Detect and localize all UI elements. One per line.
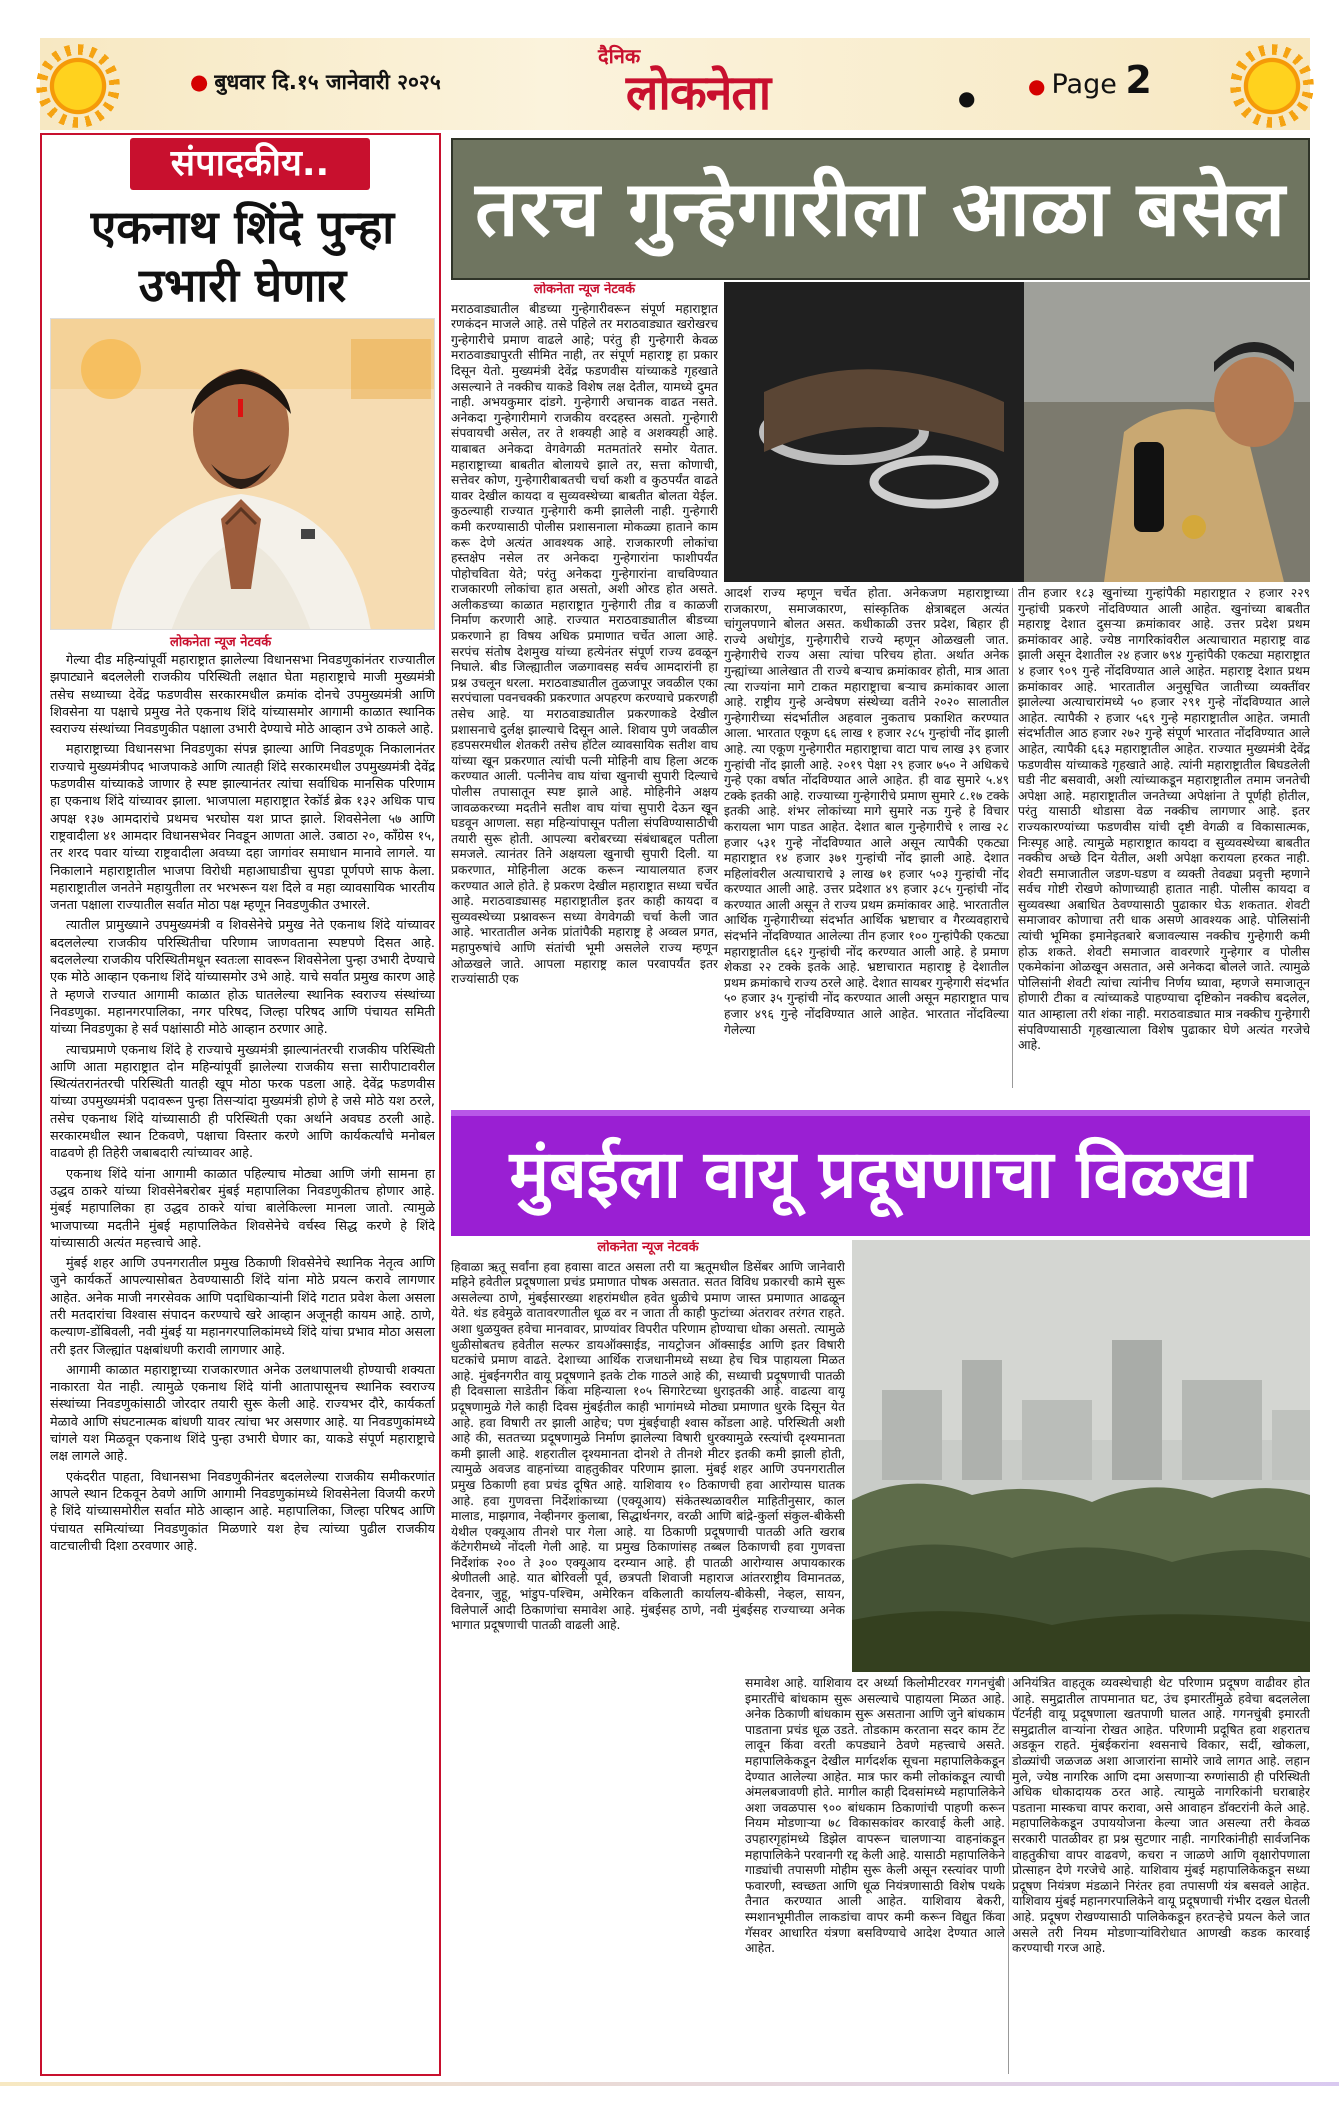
- crime-article-column-1: लोकनेता न्यूज नेटवर्क मराठवाड्यातील बीडच्या गुन्हेगारीवरून संपूर्ण महाराष्ट्रात रणकंदन माजले आहे. तसे पहिले तर मराठवाड्यात खरोखरच गुन्हेगारीचे प्रमाण वाढले आहे; परंतु ही गुन्हेगारी केवळ मराठवाड्यापुरती सीमित नाही, तर संपूर्ण महाराष्ट्र हा प्रकार दिसून येतो. मुख्यमंत्री देवेंद्र फडणवीस यांच्याकडे गृहखाते असल्याने ते नक्कीच याकडे विशेष लक्ष देतील, यामध्ये दुमत नाही. अभयकुमार दांडगे. गुन्हेगारी अचानक वाढत नसते. अनेकदा गुन्हेगारीमागे राजकीय वरदहस्त असतो. गुन्हेगारी संपवायची असेल, तर ते शक्यही आहे व अशक्यही आहे. याबाबत अनेकदा वेगवेगळी मतमतांतरे समोर येतात. महाराष्ट्राच्या बाबतीत बोलायचे झाले तर, सत्ता कोणाची, सत्तेवर कोण, गुन्हेगारीबाबतची चर्चा कशी व कुठपर्यंत वाढते यावर देखील कायदा व सुव्यवस्थेच्या बाबतीत बोलता येईल. कुठल्याही राज्यात गुन्हेगारी कमी झालेली नाही. गुन्हेगारी कमी करण्यासाठी पोलीस प्रशासनाला मोकळ्या हाताने काम करू देणे अत्यंत आवश्यक आहे. राजकारणी लोकांचा हस्तक्षेप नसेल तर अनेकदा गुन्हेगारांना फाशीपर्यंत पोहोचविता येते; परंतु अनेकदा गुन्हेगारांना वाचविण्यात राजकारणी लोकांचा हात असतो, अशी ओरड होत असते. अलीकडच्या काळात महाराष्ट्रात गुन्हेगारी तीव्र व काळजी निर्माण करणारी आहे. राज्यात मराठवाड्यातील बीडच्या प्रकरणाने हा विषय अधिक प्रमाणात चर्चेत आला आहे. सरपंच संतोष देशमुख यांच्या हत्येनंतर संपूर्ण राज्य ढवळून निघाले. बीड जिल्ह्यातील जळगावसह सर्वच आमदारांनी हा प्रश्न उचलून धरला. मराठवाड्यातील तुळजापूर जवळील एका सरपंचाला पवनचक्की प्रकरणात अपहरण करण्याचे प्रकरणही तसेच आहे. या मराठवाड्यातील प्रकरणाकडे देखील प्रशासनाचे दुर्लक्ष झाल्याचे दिसून आले. शिवाय पुणे जवळील हडपसरमधील शेतकरी तसेच हॉटेल व्यावसायिक सतीश वाघ यांच्या खून प्रकरणात त्यांची पत्नी मोहिनी वाघ हिला अटक करण्यात आली. पत्नीनेच वाघ यांचा खुनाची सुपारी दिल्याचे पोलीस तपासातून स्पष्ट झाले आहे. मोहिनीने अक्षय जावळकरच्या मदतीने सतीश वाघ यांचा सुपारी देऊन खून घडवून आणला. सहा महिन्यांपासून पतीला संपविण्यासाठीची तयारी सुरू होती. आपल्या बरोबरच्या संबंधाबद्दल पतीला समजले. त्यानंतर तिने अक्षयला खुनाची सुपारी दिली. या प्रकरणात, मोहिनीला अटक करून न्यायालयात हजर करण्यात आले होते. हे प्रकरण देखील महाराष्ट्रात सध्या चर्चेत आहे. मराठवाड्यासह महाराष्ट्रातील इतर काही कायदा व सुव्यवस्थेच्या प्रश्नावरून सध्या वेगवेगळी चर्चा केली जात आहे. भारतातील अनेक प्रांतांपैकी महाराष्ट्र हे अव्वल प्रगत, महापुरुषांचे आणि संतांची भूमी असलेले राज्य म्हणून ओळखले जाते. आपला महाराष्ट्र काल परवापर्यंत इतर राज्यांसाठी एक: [451, 282, 718, 987]
- handcuffs-police-photo: [724, 282, 1310, 582]
- crime-article-column-2: आदर्श राज्य म्हणून चर्चेत होता. अनेकजण महाराष्ट्राच्या राजकारण, समाजकारण, सांस्कृतिक क्षेत्राबद्दल अत्यंत चांगुलपणाने बोलत असत. कधीकाळी उत्तर प्रदेश, बिहार ही राज्ये अधोगुंड, गुन्हेगारीचे राज्ये म्हणून ओळखली जात. गुन्हेगारीचे राज्य असा त्यांचा परिचय होता. अर्थात अनेक गुन्ह्यांच्या आलेखात ती राज्ये बऱ्याच क्रमांकावर होती, मात्र आता त्या राज्यांना मागे टाकत महाराष्ट्राचा बऱ्याच क्रमांकावर आला आहे. राष्ट्रीय गुन्हे अन्वेषण संस्थेच्या वतीने २०२० सालातील गुन्हेगारीच्या संदर्भातील अहवाल नुकताच प्रकाशित करण्यात आला. भारतात एकूण ६६ लाख १ हजार २८५ गुन्हांची नोंद झाली आहे. त्या एकूण गुन्हेगारीत महाराष्ट्राचा वाटा पाच लाख ३९ हजार गुन्हांची नोंद झाली आहे. २०१९ पेक्षा २९ हजार ७५० ने अधिकचे गुन्हे एका वर्षात नोंदविण्यात आले आहेत. ही वाढ सुमारे ५.४९ टक्के इतकी आहे. राज्याच्या गुन्हेगारीचे प्रमाण सुमारे ८.१७ टक्के इतकी आहे. शंभर लोकांच्या मागे सुमारे नऊ गुन्हे हे विचार करायला भाग पाडत आहेत. देशात बाल गुन्हेगारीचे १ लाख २८ हजार ५३१ गुन्हे नोंदविण्यात आले असून त्यापैकी एकट्या महाराष्ट्रात १४ हजार ३७१ गुन्हांची नोंद झाली आहे. देशात महिलांवरील अत्याचाराचे ३ लाख ७१ हजार ५०३ गुन्हांची नोंद करण्यात आली आहे. उत्तर प्रदेशात ४९ हजार ३८५ गुन्हांची नोंद करण्यात आली असून ते राज्य प्रथम क्रमांकावर आहे. भारतातील आर्थिक गुन्हेगारीच्या संदर्भात आर्थिक भ्रष्टाचार व गैरव्यवहाराचे संदर्भाने नोंदविण्यात आलेल्या तीन हजार १०० गुन्हांपैकी एकट्या महाराष्ट्रातील ६६२ गुन्हांची नोंद करण्यात आली आहे. हे प्रमाण शेकडा २२ टक्के इतके आहे. भ्रष्टाचारात महाराष्ट्र हे देशातील प्रथम क्रमांकाचे राज्य ठरले आहे. देशात सायबर गुन्हेगारी संदर्भात ५० हजार ३५ गुन्हांची नोंद करण्यात आली असून महाराष्ट्रात पाच हजार ४९६ गुन्हे नोंदविण्यात आले आहेत. भारतात नोंदविल्या गेलेल्या: [724, 586, 1009, 1037]
- masthead-bar: [40, 38, 1310, 130]
- politician-photo: [50, 318, 435, 630]
- pollution-article-headline-banner: मुंबईला वायू प्रदूषणाचा विळखा: [451, 1110, 1310, 1236]
- separator-dot: ●: [958, 86, 976, 110]
- smog-city-photo: [852, 1240, 1310, 1672]
- crime-article-column-3: तीन हजार १८३ खुनांच्या गुन्हांपैकी महाराष्ट्रात २ हजार २२९ गुन्हांची प्रकरणे नोंदविण्यात आली आहेत. खुनांच्या बाबतीत महाराष्ट्र देशात दुसऱ्या क्रमांकावर आहे. उत्तर प्रदेश प्रथम क्रमांकावर आहे. ज्येष्ठ नागरिकांवरील अत्याचारात महाराष्ट्र वाढ झाली असून देशातील २४ हजार ७९४ गुन्हांपैकी एकट्या महाराष्ट्रात ४ हजार ९०९ गुन्हे नोंदविण्यात आले आहेत. महाराष्ट्र देशात प्रथम क्रमांकावर आहे. भारतातील अनुसूचित जातीच्या व्यक्तींवर झालेल्या अत्याचारांमध्ये ५० हजार २९१ गुन्हे नोंदविण्यात आले आहेत. त्यापैकी २ हजार ५६९ गुन्हे महाराष्ट्रातील आहेत. जमाती संदर्भातील आठ हजार २७२ गुन्हे संपूर्ण भारतात नोंदविण्यात आले आहेत, त्यापैकी ६६३ महाराष्ट्रातील आहेत. राज्यात मुख्यमंत्री देवेंद्र फडणवीस यांच्याकडे गृहखाते आहे. त्यांनी महाराष्ट्रातील बिघडलेली घडी नीट बसवावी, अशी त्यांच्याकडून महाराष्ट्रातील तमाम जनतेची अपेक्षा आहे. महाराष्ट्रातील जनतेच्या अपेक्षांना ते पूर्णही होतील, परंतु यासाठी थोडासा वेळ नक्कीच लागणार आहे. इतर राज्यकारण्यांच्या फडणवीस यांची दृष्टी वेगळी व विकासात्मक, निःस्पृह आहे. त्यामुळे महाराष्ट्रात कायदा व सुव्यवस्थेच्या बाबतीत नक्कीच अच्छे दिन येतील, अशी अपेक्षा करायला हरकत नाही. शेवटी समाजातील जडण-घडण व व्यक्ती तेवढ्या प्रवृत्ती म्हणाने सर्वच गोष्टी रोखणे कोणाच्याही हातात नाही. पोलीस कायदा व सुव्यवस्था अबाधित ठेवण्यासाठी पुढाकार घेऊ शकतात. शेवटी समाजावर कोणाचा तरी धाक असणे आवश्यक आहे. पोलिसांनी त्यांची भूमिका इमानेइतबारे बजावल्यास नक्कीच गुन्हेगारी कमी होऊ शकते. शेवटी समाजात वावरणारे गुन्हेगार व पोलीस एकमेकांना ओळखून असतात, असे अनेकदा बोलले जाते. त्यामुळे पोलिसांनी शेवटी त्यांचा त्यांनीच निर्णय घ्यावा, म्हणजे समाजातून होणारी टीका व त्यांच्याकडे पाहण्याचा दृष्टिकोन नक्कीच बदलेल, यात आम्हाला तरी शंका नाही. मराठवाड्यात मात्र नक्कीच गुन्हेगारी संपविण्यासाठी गृहखात्याला विशेष पुढाकार घेणे अत्यंत गरजेचे आहे.: [1018, 586, 1310, 1053]
- page-number: ● Page 2: [1028, 58, 1152, 102]
- pollution-article-column-1: लोकनेता न्यूज नेटवर्क हिवाळा ऋतू सर्वांना हवा हवासा वाटत असला तरी या ऋतूमधील डिसेंबर आणि जानेवारी महिने हवेतील प्रदूषणाला प्रचंड प्रमाणात पोषक असतात. सतत विविध प्रकारची कामे सुरू असलेल्या ठाणे, मुंबईसारख्या शहरांमधील हवेत धुळीचे प्रमाण जास्त प्रमाणात आढळून येते. थंड हवेमुळे वातावरणातील धूळ वर न जाता ती काही फुटांच्या अंतरावर तरंगत राहते. अशा धुळयुक्त हवेचा मानवावर, प्राण्यांवर विपरीत परिणाम होण्याचा धोका असतो. त्यामुळे धुळीसोबतच हवेतील सल्फर डायऑक्साईड, नायट्रोजन ऑक्साईड आणि इतर विषारी घटकांचे प्रमाण वाढते. देशाच्या आर्थिक राजधानीमध्ये सध्या हेच चित्र पाहायला मिळत आहे. मुंबईनगरीत वायू प्रदूषणाने इतके टोक गाठले आहे की, सध्याची प्रदूषणाची पातळी ही दिवसाला साडेतीन किंवा महिन्याला १०५ सिगारेटच्या धुराइतकी आहे. वाढत्या वायू प्रदूषणामुळे गेले काही दिवस मुंबईतील काही भागांमध्ये मोठ्या प्रमाणात धुरके दिसून येत आहे. हवा विषारी तर झाली आहेच; पण मुंबईचाही श्वास कोंडला आहे. परिस्थिती अशी आहे की, सततच्या प्रदूषणामुळे निर्माण झालेल्या विषारी धुरक्यामुळे रस्त्यांची दृश्यमानता कमी झाली आहे. शहरातील दृश्यमानता दोनशे ते तीनशे मीटर इतकी कमी झाली होती, त्यामुळे अवजड वाहनांच्या वाहतुकीवर परिणाम झाला. मुंबई शहर आणि उपनगरातील प्रमुख ठिकाणी हवा प्रचंड दूषित आहे. याशिवाय १० ठिकाणची हवा आरोग्यास घातक आहे. हवा गुणवत्ता निर्देशांकाच्या (एक्यूआय) संकेतस्थळावरील माहितीनुसार, काल मालाड, माझगाव, नेव्हीनगर कुलाबा, सिद्धार्थनगर, वरळी आणि बांद्रे-कुर्ला संकुल-बीकेसी येथील एक्यूआय तीनशे पार गेला आहे. या ठिकाणी प्रदूषणाची पातळी अति खराब कॅटेगरीमध्ये नोंदली गेली आहे. या प्रमुख ठिकाणांसह तब्बल ठिकाणची हवा गुणवत्ता निर्देशांक २०० ते ३०० एक्यूआय दरम्यान आहे. ही पातळी आरोग्यास अपायकारक श्रेणीतली आहे. यात बोरिवली पूर्व, छत्रपती शिवाजी महाराज आंतरराष्ट्रीय विमानतळ, देवनार, जुहू, भांडुप-पश्चिम, अमेरिकन वकिलाती कार्यालय-बीकेसी, नेव्हल, सायन, विलेपार्ले आदी ठिकाणांचा समावेश आहे. मुंबईसह ठाणे, नवी मुंबईसह राज्याच्या अनेक भागात प्रदूषणाची पातळी वाढली आहे.: [451, 1240, 845, 1633]
- section-banner: संपादकीय..: [130, 138, 370, 190]
- sun-icon: [1234, 48, 1310, 124]
- newspaper-logo: दैनिक लोकनेता: [598, 44, 771, 121]
- editorial-headline: एकनाथ शिंदे पुन्हा उभारी घेणार: [90, 200, 395, 312]
- pollution-article-column-3: अनियंत्रित वाहतूक व्यवस्थेचाही थेट परिणाम प्रदूषण वाढीवर होत आहे. समुद्रातील तापमानात घट, उंच इमारतींमुळे हवेचा बदललेला पॅटर्नही वायू प्रदूषणाला खतपाणी घालत आहे. गगनचुंबी इमारती समुद्रातील वाऱ्यांना रोखत आहेत. परिणामी प्रदूषित हवा शहरातच अडकून राहते. मुंबईकरांना श्वसनाचे विकार, सर्दी, खोकला, डोळ्यांची जळजळ अशा आजारांना सामोरे जावे लागत आहे. लहान मुले, ज्येष्ठ नागरिक आणि दमा असणाऱ्या रुग्णांसाठी ही परिस्थिती अधिक धोकादायक ठरत आहे. त्यामुळे नागरिकांनी घराबाहेर पडताना मास्कचा वापर करावा, असे आवाहन डॉक्टरांनी केले आहे. महापालिकेकडून उपाययोजना केल्या जात असल्या तरी केवळ सरकारी पातळीवर हा प्रश्न सुटणार नाही. नागरिकांनीही सार्वजनिक वाहतुकीचा वापर वाढवणे, कचरा न जाळणे आणि वृक्षारोपणाला प्रोत्साहन देणे गरजेचे आहे. याशिवाय मुंबई महापालिकेकडून सध्या प्रदूषण नियंत्रण मंडळाने निरंतर हवा तपासणी यंत्र बसवले आहेत. याशिवाय मुंबई महानगरपालिकेने वायू प्रदूषणाची गंभीर दखल घेतली आहे. प्रदूषण रोखण्यासाठी पालिकेकडून हरतऱ्हेचे प्रयत्न केले जात असले तरी नियम मोडणाऱ्यांविरोधात आणखी कडक कारवाई करण्याची गरज आहे.: [1012, 1676, 1310, 1956]
- sun-icon: [40, 48, 116, 124]
- crime-article-headline-banner: तरच गुन्हेगारीला आळा बसेल: [451, 138, 1310, 280]
- column-rule: [1008, 1678, 1009, 2074]
- editorial-body: गेल्या दीड महिन्यांपूर्वी महाराष्ट्रात झालेल्या विधानसभा निवडणुकांनंतर राज्यातील झपाट्याने बदललेली राजकीय परिस्थिती लक्षात घेता महाराष्ट्राचे माजी मुख्यमंत्री तसेच सध्याच्या देवेंद्र फडणवीस सरकारमधील क्रमांक दोनचे उपमुख्यमंत्री आणि शिवसेना या पक्षाचे प्रमुख नेते एकनाथ शिंदे यांच्यासमोर आगामी काळात स्थानिक स्वराज्य संस्थांच्या निवडणुकीत पक्षाला उभारी देण्याचे मोठे आव्हान उभे ठाकले आहे. महाराष्ट्राच्या विधानसभा निवडणुका संपन्न झाल्या आणि निवडणूक निकालानंतर राज्याचे मुख्यमंत्रीपद भाजपाकडे आणि त्यातही शिंदे सरकारमधील उपमुख्यमंत्री देवेंद्र फडणवीस यांच्याकडे जाणार हे स्पष्ट झाल्यानंतर त्यांचा सर्वाधिक मानसिक परिणाम हा एकनाथ शिंदे यांच्यावर झाला. भाजपाला महाराष्ट्रात रेकॉर्ड ब्रेक १३२ अधिक पाच अपक्ष १३७ आमदारांचे प्रथमच भरघोस यश प्राप्त झाले. शिवसेनेला ५७ आणि राष्ट्रवादीला ४१ आमदार विधानसभेवर निवडून आणता आले. उबाठा २०, काँग्रेस १५, तर शरद पवार यांच्या राष्ट्रवादीला अवघ्या दहा जागांवर समाधान मानावे लागले. या निकालाने महाराष्ट्रातील भाजपा विरोधी महाआघाडीचा सुपडा पूर्णपणे साफ केला. महाराष्ट्रातील जनतेने महायुतीला तर भरभरून यश दिले व महा व्यावसायिक भारतीय जनता पक्षाला राज्यातील सर्वात मोठा पक्ष म्हणून निवडणुकीत उभारले. त्यातील प्रामुख्याने उपमुख्यमंत्री व शिवसेनेचे प्रमुख नेते एकनाथ शिंदे यांच्यावर बदललेल्या राजकीय परिस्थितीचा परिणाम जाणवताना स्पष्टपणे दिसत आहे. बदललेल्या राजकीय परिस्थितीमधून स्वतःला सावरून शिवसेनेला पुन्हा उभारी देण्याचे एक मोठे आव्हान एकनाथ शिंदे यांच्यासमोर उभे आहे. याचे सर्वात प्रमुख कारण आहे ते म्हणजे राज्यात आगामी काळात होऊ घातलेल्या स्थानिक स्वराज्य संस्थांच्या निवडणुका. महानगरपालिका, नगर परिषद, जिल्हा परिषद आणि पंचायत समिती यांच्या निवडणुका हे सर्व पक्षांसाठी मोठे आव्हान ठरणार आहे. त्याचप्रमाणे एकनाथ शिंदे हे राज्याचे मुख्यमंत्री झाल्यानंतरची राजकीय परिस्थिती आणि आता महाराष्ट्रात दोन महिन्यांपूर्वी झालेल्या राजकीय सत्ता सारीपाटावरील स्थित्यंतरानंतरची परिस्थिती यातही खूप मोठा फरक पडला आहे. देवेंद्र फडणवीस यांच्या उपमुख्यमंत्री पदावरून पुन्हा तिसऱ्यांदा मुख्यमंत्री होणे हे जसे मोठे यश ठरले, तसेच एकनाथ शिंदे यांच्यासाठी ही परिस्थिती एका अर्थाने अवघड ठरली आहे. सरकारमधील स्थान टिकवणे, पक्षाचा विस्तार करणे आणि कार्यकर्त्यांचे मनोबल वाढवणे ही तिहेरी जबाबदारी त्यांच्यावर आहे. एकनाथ शिंदे यांना आगामी काळात पहिल्याच मोठ्या आणि जंगी सामना हा उद्धव ठाकरे यांच्या शिवसेनेबरोबर मुंबई महापालिका निवडणुकीतच होणार आहे. मुंबई महापालिका हा उद्धव ठाकरे यांचा बालेकिल्ला मानला जातो. त्यामुळे भाजपाच्या मदतीने मुंबई महापालिकेत शिवसेनेचे वर्चस्व सिद्ध करणे हे शिंदे यांच्यासाठी अत्यंत महत्त्वाचे आहे. मुंबई शहर आणि उपनगरातील प्रमुख ठिकाणी शिवसेनेचे स्थानिक नेतृत्व आणि जुने कार्यकर्ते आपल्यासोबत ठेवण्यासाठी शिंदे यांना मोठे प्रयत्न करावे लागणार आहेत. अनेक माजी नगरसेवक आणि पदाधिकाऱ्यांनी शिंदे गटात प्रवेश केला असला तरी मतदारांचा विश्वास संपादन करण्याचे खरे आव्हान अजूनही कायम आहे. ठाणे, कल्याण-डोंबिवली, नवी मुंबई या महानगरपालिकांमध्ये शिंदे यांचा प्रभाव मोठा असला तरी इतर जिल्ह्यांत पक्षबांधणी करावी लागणार आहे. आगामी काळात महाराष्ट्राच्या राजकारणात अनेक उलथापालथी होण्याची शक्यता नाकारता येत नाही. त्यामुळे एकनाथ शिंदे यांनी आतापासूनच स्थानिक स्वराज्य संस्थांच्या निवडणुकांसाठी जोरदार तयारी सुरू केली आहे. राज्यभर दौरे, कार्यकर्ता मेळावे आणि संघटनात्मक बांधणी यावर त्यांचा भर असणार आहे. या निवडणुकांमध्ये चांगले यश मिळवून एकनाथ शिंदे पुन्हा उभारी घेणार का, याकडे संपूर्ण महाराष्ट्राचे लक्ष लागले आहे. एकंदरीत पाहता, विधानसभा निवडणुकीनंतर बदललेल्या राजकीय समीकरणांत आपले स्थान टिकवून ठेवणे आणि आगामी निवडणुकांमध्ये शिवसेनेला विजयी करणे हे शिंदे यांच्यासमोरील सर्वात मोठे आव्हान आहे. महापालिका, जिल्हा परिषद आणि पंचायत समित्यांच्या निवडणुकांत मिळणारे यश हेच त्यांच्या पुढील राजकीय वाटचालीची दिशा ठरवणार आहे.: [50, 653, 435, 1554]
- photo-credit: लोकनेता न्यूज नेटवर्क: [170, 635, 272, 650]
- pollution-article-column-2: समावेश आहे. याशिवाय दर अर्ध्या किलोमीटरवर गगनचुंबी इमारतींचे बांधकाम सुरू असल्याचे पाहायला मिळत आहे. अनेक ठिकाणी बांधकाम सुरू असताना आणि जुने बांधकाम पाडताना प्रचंड धूळ उडते. तोडकाम करताना सदर काम टेंट लावून किंवा वरती कपड्याने ठेवणे महत्त्वाचे असते. महापालिकेकडून देखील मार्गदर्शक सूचना महापालिकेकडून देण्यात आलेल्या आहेत. मात्र फार कमी लोकांकडून त्याची अंमलबजावणी होते. मागील काही दिवसांमध्ये महापालिकेने अशा जवळपास ९०० बांधकाम ठिकाणांची पाहणी करून नियम मोडणाऱ्या ७८ विकासकांवर कारवाई केली आहे. उपहारगृहांमध्ये डिझेल वापरून चालणाऱ्या वाहनांकडून महापालिकेने परवानगी रद्द केली आहे. यासाठी महापालिकेने गाड्यांची तपासणी मोहीम सुरू केली असून रस्त्यांवर पाणी फवारणी, स्वच्छता आणि धूळ नियंत्रणासाठी विशेष पथके तैनात करण्यात आली आहेत. याशिवाय बेकरी, स्मशानभूमीतील लाकडांचा वापर कमी करून विद्युत किंवा गॅसवर आधारित यंत्रणा बसविण्याचे आदेश देण्यात आले आहेत.: [745, 1676, 1005, 1956]
- issue-date: ● बुधवार दि.१५ जानेवारी २०२५: [190, 70, 441, 94]
- bottom-strip: [0, 2082, 1339, 2086]
- column-rule: [1012, 588, 1013, 1088]
